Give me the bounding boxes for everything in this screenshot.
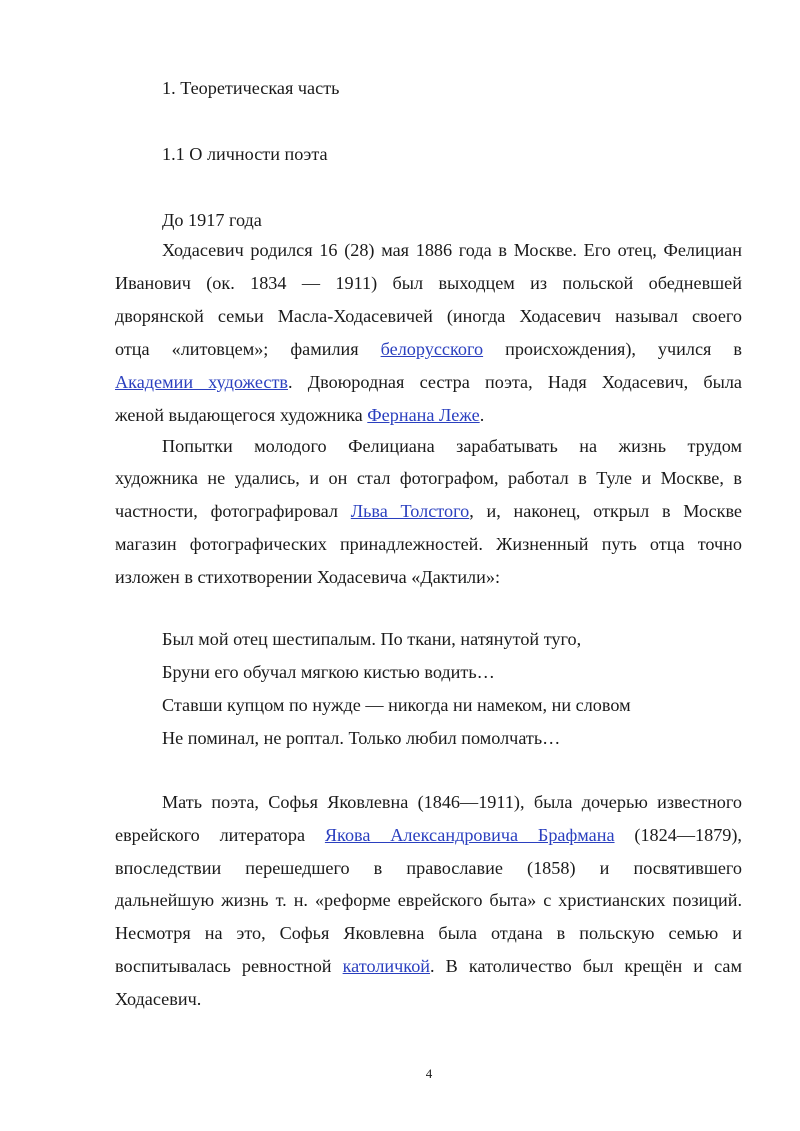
text-fragment: . В католичество был крещён и сам (430, 956, 742, 976)
paragraph-line: магазин фотографических принадлежностей. Жизненный путь отца точно (115, 534, 742, 554)
link-yakov-brafman[interactable]: Якова Александровича Брафмана (324, 825, 615, 845)
link-catholic[interactable]: католичкой (342, 956, 431, 976)
paragraph-line: художника не удались, и он стал фотографом, работал в Туле и Москве, в (115, 468, 742, 488)
subsection-heading: 1.1 О личности поэта (162, 144, 328, 164)
text-fragment: . (479, 405, 485, 425)
text-fragment: женой выдающегося художника (115, 405, 368, 425)
poem-line: Ставши купцом по нужде — никогда ни намеком, ни словом (162, 695, 631, 715)
paragraph-line: Попытки молодого Фелициана зарабатывать на жизнь трудом (162, 436, 742, 456)
text-fragment: частности, фотографировал (115, 501, 351, 521)
text-fragment: отца «литовцем»; фамилия (115, 339, 381, 359)
paragraph-line (115, 499, 742, 523)
link-leo-tolstoy[interactable]: Льва Толстого (350, 501, 470, 521)
paragraph-line (115, 954, 742, 978)
paragraph-line (115, 823, 742, 847)
paragraph-line: Несмотря на это, Софья Яковлевна была отдана в польскую семью и (115, 923, 742, 943)
paragraph-line: дальнейшую жизнь т. н. «реформе еврейского быта» с христианских позиций. (115, 890, 742, 910)
paragraph-line (115, 403, 484, 427)
paragraph-line: изложен в стихотворении Ходасевича «Дактили»: (115, 567, 501, 587)
paragraph-line (115, 337, 742, 361)
period-heading: До 1917 года (162, 210, 262, 230)
poem-line: Не поминал, не роптал. Только любил помолчать… (162, 728, 561, 748)
link-academy-of-arts[interactable]: Академии художеств (115, 372, 288, 392)
paragraph-line: Мать поэта, Софья Яковлевна (1846—1911), была дочерью известного (162, 792, 742, 812)
text-fragment: происхождения), учился в (483, 339, 742, 359)
page-number: 4 (425, 1066, 433, 1081)
paragraph-line: Ходасевич. (115, 989, 202, 1009)
text-fragment: (1824—1879), (614, 825, 742, 845)
paragraph-line: впоследствии перешедшего в православие (1858) и посвятившего (115, 858, 742, 878)
paragraph-line: Иванович (ок. 1834 — 1911) был выходцем из польской обедневшей (115, 273, 742, 293)
link-belorussian[interactable]: белорусского (380, 339, 484, 359)
text-fragment: еврейского литератора (115, 825, 325, 845)
link-fernand-leger[interactable]: Фернана Леже (367, 405, 480, 425)
text-fragment: воспитывалась ревностной (115, 956, 343, 976)
text-fragment: . Двоюродная сестра поэта, Надя Ходасевич, была (287, 372, 742, 392)
paragraph-line: Ходасевич родился 16 (28) мая 1886 года в Москве. Его отец, Фелициан (162, 240, 742, 260)
text-fragment: , и, наконец, открыл в Москве (469, 501, 742, 521)
poem-line: Был мой отец шестипалым. По ткани, натянутой туго, (162, 629, 582, 649)
paragraph-line: дворянской семьи Масла-Ходасевичей (иногда Ходасевич называл своего (115, 306, 742, 326)
poem-line: Бруни его обучал мягкою кистью водить… (162, 662, 495, 682)
paragraph-line (115, 370, 742, 394)
section-heading: 1. Теоретическая часть (162, 78, 340, 98)
